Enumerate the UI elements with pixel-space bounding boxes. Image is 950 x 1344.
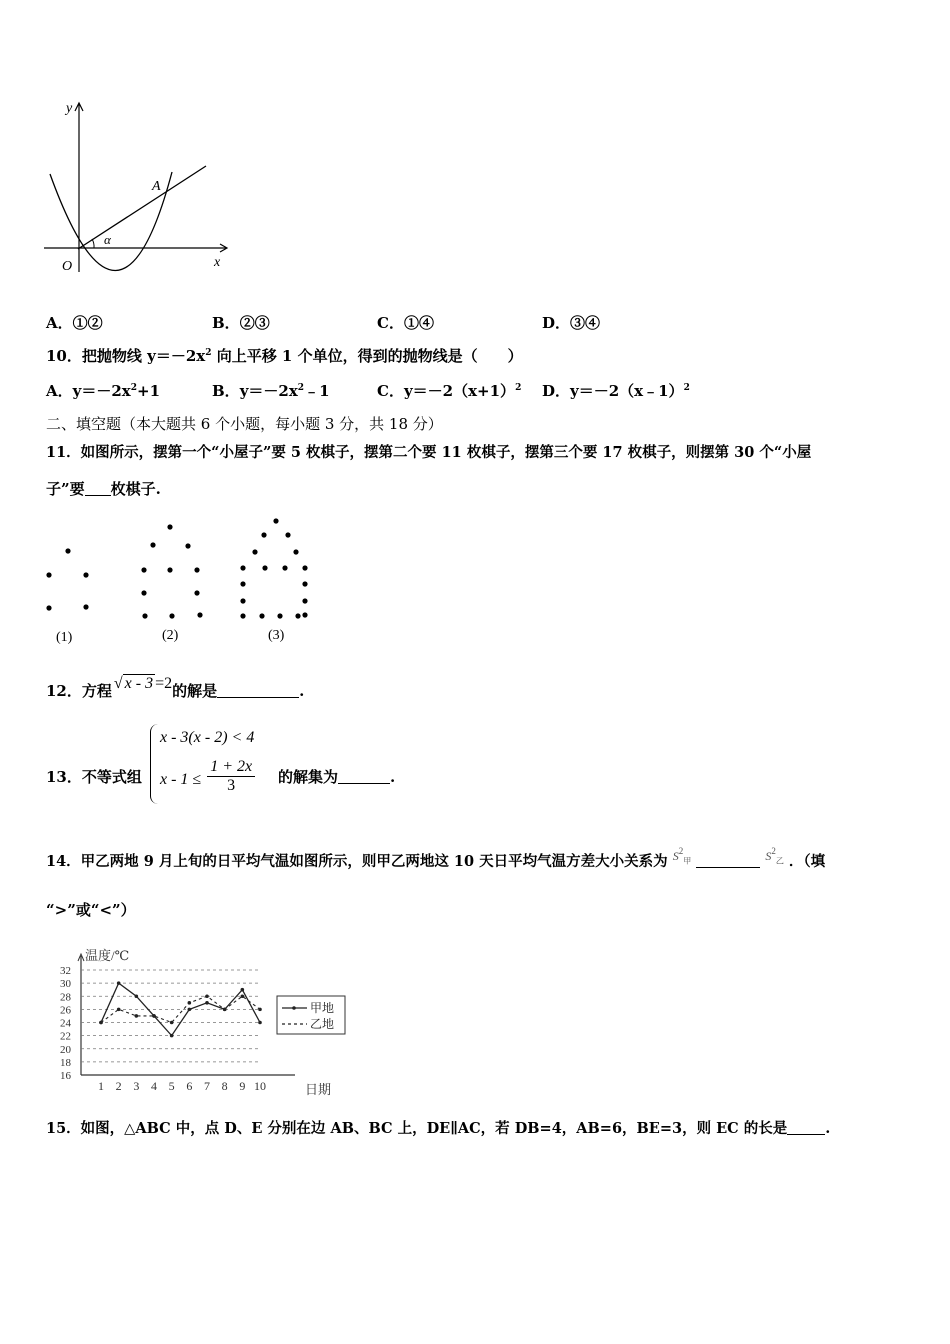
line-through-origin [78,166,206,249]
chart-point-yi [258,1008,262,1012]
chart-point-yi [188,1001,192,1005]
chart-x-tick-label: 7 [204,1079,210,1093]
x-axis-label: x [214,255,221,270]
variance-yi: S2乙 [765,846,784,866]
chart-point-jia [117,981,121,985]
q13-answer-blank[interactable] [338,769,390,784]
q14-text-line2: “>”或“<”） [46,901,136,919]
chart-point-yi [135,1014,139,1018]
chart-point-jia [205,1001,209,1005]
chart-point-yi [117,1008,121,1012]
q14-text-line1: 14．甲乙两地 9 月上旬的日平均气温如图所示，则甲乙两地这 10 天日平均气温方差大小关系为 $^{S^2_甲}$ $^{S^2_乙}$ ．（填 [46,846,826,870]
angle-arc [92,239,94,248]
chart-x-tick-label: 3 [133,1079,140,1093]
q10-stem: 10．把抛物线 $y=-2x^2$ 向上平移 1 个单位，得到的抛物线是（ ） [46,347,523,365]
chart-point-yi [152,1014,156,1018]
q9-option-c[interactable]: C．①④ [377,314,434,332]
chart-point-yi [170,1021,174,1025]
q11-text-line2: 子”要 枚棋子. [46,480,161,498]
y-axis-label: y [66,101,73,116]
chart-point-jia [241,988,245,992]
q15-question: 15．如图，△ABC 中，点 D、E 分别在边 AB、BC 上，DE∥AC，若 DB=4，AB=6，BE=3，则 EC 的长是 . [46,1120,831,1137]
legend-yi: 乙地 [310,1017,335,1031]
q12-equation: √ x - 3 =2 [113,675,173,692]
origin-label: O [62,259,73,274]
chart-point-jia [170,1034,174,1038]
house-label-3: (3) [268,628,285,643]
q9-option-b[interactable]: B．②③ [212,314,270,332]
q11-answer-blank[interactable] [85,481,111,496]
house-2 [141,524,202,618]
chart-y-tick-label: 16 [60,1070,71,1082]
fraction-numerator: 1 + 2x [207,758,255,777]
chart-x-tick-label: 2 [115,1079,122,1093]
q15-answer-blank[interactable] [787,1120,825,1135]
temperature-chart [55,940,355,1100]
chart-point-jia [135,994,139,998]
point-a-label: A [152,179,161,194]
chart-y-tick-label: 22 [60,1030,71,1043]
chart-y-tick-label: 28 [60,991,71,1004]
house-label-2: (2) [162,628,179,643]
chart-x-tick-label: 4 [151,1079,157,1093]
q13-tail: 的解集为 . [278,768,396,786]
q13-inequality-2: x - 1 ≤ $\frac{1 + 2x}{3}$ [160,758,255,795]
radicand: x - 3 [124,675,154,692]
chart-y-tick-label: 18 [60,1056,71,1069]
q10-option-b[interactable]: B．$y=-2x^2﹣1$ [212,382,330,400]
chart-point-yi [99,1021,103,1025]
section-heading: 二、填空题（本大题共 6 个小题，每小题 3 分，共 18 分） [46,415,443,433]
q14-answer-blank[interactable] [696,853,760,868]
q13-label: 13．不等式组 [46,768,142,786]
house-1 [46,548,88,610]
chart-y-tick-label: 20 [60,1043,71,1056]
chart-xlabel: 日期 [305,1082,332,1097]
chart-y-tick-label: 30 [60,978,71,991]
chart-x-tick-label: 1 [98,1079,104,1093]
chart-x-tick-label: 10 [254,1079,266,1093]
fraction-denominator: 3 [227,777,236,794]
chart-x-tick-label: 8 [221,1079,228,1093]
chart-point-yi [223,1008,227,1012]
chart-legend [277,996,345,1034]
q10-option-d[interactable]: D．y＝－2（x﹣1）$^2$ [542,382,690,400]
parabola-figure [40,98,240,278]
legend-jia: 甲地 [310,1001,335,1015]
q12-question: 12．方程 √ x - 3 =2的解是 . [46,675,305,700]
chart-y-tick-label: 24 [60,1017,71,1030]
chart-point-yi [205,994,209,998]
q9-option-d[interactable]: D．③④ [542,314,601,332]
q9-option-a[interactable]: A．①② [46,314,103,332]
chart-x-tick-label: 5 [168,1079,175,1093]
q12-answer-blank[interactable] [217,683,299,698]
angle-label: α [104,232,111,247]
q10-option-a[interactable]: A．$y=-2x^2+1$ [46,382,161,400]
house-3 [240,518,307,618]
q10-option-c[interactable]: C．$y=-2(x+1)^2$ [377,382,522,400]
chart-ylabel: 温度/℃ [85,948,130,963]
q11-text-line1: 11．如图所示，摆第一个“小屋子”要 5 枚棋子，摆第二个要 11 枚棋子，摆第三个要 17 枚棋子，则摆第 30 个“小屋 [46,444,812,461]
chart-point-jia [188,1008,192,1012]
q13-inequality-1: x - 3(x - 2) < 4 [160,729,255,746]
chart-y-tick-label: 26 [60,1004,71,1017]
chart-x-tick-label: 6 [186,1079,193,1093]
house-pattern-figure [40,515,320,650]
chart-point-yi [241,994,245,998]
variance-jia: S2甲 [672,846,692,866]
chart-y-tick-label: 32 [60,965,71,977]
chart-x-tick-label: 9 [239,1079,246,1093]
chart-point-jia [258,1021,262,1025]
house-label-1: (1) [56,630,73,645]
